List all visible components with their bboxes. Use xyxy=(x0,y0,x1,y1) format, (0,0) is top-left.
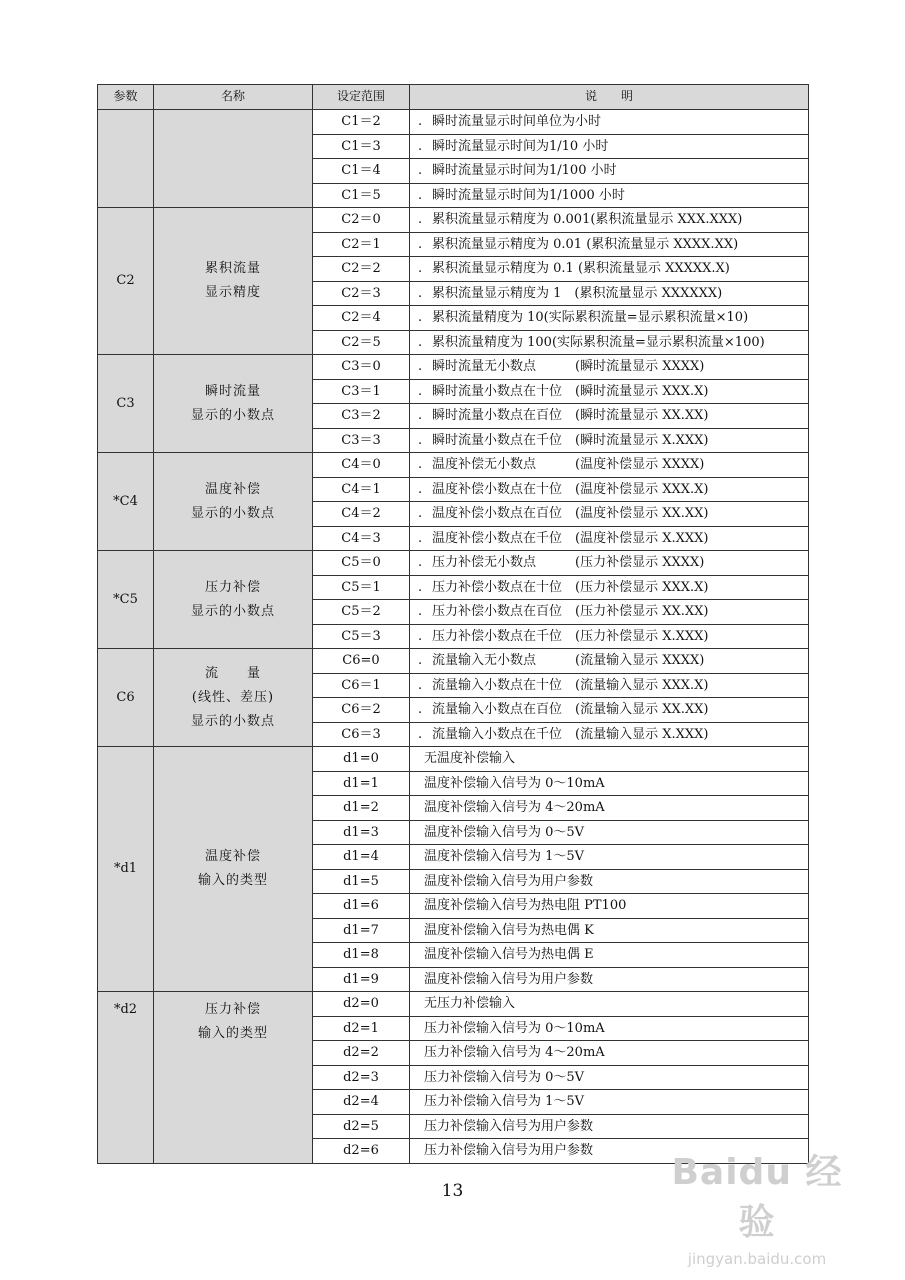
name-cell xyxy=(154,208,313,355)
description-cell xyxy=(410,575,809,600)
range-cell: d2=5 xyxy=(313,1114,410,1139)
param-cell: C2 xyxy=(98,208,154,355)
range-cell: d2=0 xyxy=(313,992,410,1017)
description-cell xyxy=(410,208,809,233)
range-cell: d1=7 xyxy=(313,918,410,943)
description-cell xyxy=(410,600,809,625)
range-cell: C2＝4 xyxy=(313,306,410,331)
range-cell: C3＝2 xyxy=(313,404,410,429)
range-cell: C2＝2 xyxy=(313,257,410,282)
name-cell xyxy=(154,355,313,453)
description-text: 流量输入小数点在千位 (流量输入显示 X.XXX) xyxy=(432,726,709,742)
range-cell: C1＝2 xyxy=(313,110,410,135)
description-cell xyxy=(410,698,809,723)
description-cell xyxy=(410,1090,809,1115)
description-text: 温度补偿输入信号为 4～20mA xyxy=(424,800,605,815)
table-row xyxy=(98,355,809,380)
description-cell xyxy=(410,477,809,502)
bullet-dot: . xyxy=(418,359,423,374)
bullet-dot: . xyxy=(418,187,423,203)
name-cell xyxy=(154,992,313,1164)
bullet-dot: . xyxy=(418,408,423,423)
description-cell xyxy=(410,820,809,845)
name-cell xyxy=(154,110,313,208)
param-cell: *C5 xyxy=(98,551,154,649)
bullet-dot: . xyxy=(418,481,423,497)
description-text: 温度补偿输入信号为 1～5V xyxy=(424,849,585,864)
bullet-dot: . xyxy=(418,702,423,717)
param-cell: *C4 xyxy=(98,453,154,551)
description-cell xyxy=(410,404,809,429)
name-line: 温度补偿 xyxy=(204,849,261,864)
range-cell: d1=6 xyxy=(313,894,410,919)
table-row xyxy=(98,992,809,1017)
range-cell: C4＝3 xyxy=(313,526,410,551)
range-cell: d1=9 xyxy=(313,967,410,992)
description-cell xyxy=(410,845,809,870)
bullet-dot: . xyxy=(418,579,423,595)
description-cell xyxy=(410,894,809,919)
name-line: 显示的小数点 xyxy=(190,407,275,423)
description-text: 瞬时流量小数点在百位 (瞬时流量显示 XX.XX) xyxy=(432,408,709,423)
range-cell: C1＝5 xyxy=(313,183,410,208)
param-cell: C3 xyxy=(98,355,154,453)
description-cell xyxy=(410,918,809,943)
range-cell: C6＝1 xyxy=(313,673,410,698)
range-cell: C5＝2 xyxy=(313,600,410,625)
name-line: 温度补偿 xyxy=(204,481,261,497)
description-cell xyxy=(410,1114,809,1139)
name-cell xyxy=(154,747,313,992)
param-cell xyxy=(98,110,154,208)
description-text: 瞬时流量小数点在千位 (瞬时流量显示 X.XXX) xyxy=(432,432,709,448)
description-text: 瞬时流量显示时间为1/10 小时 xyxy=(432,138,609,154)
range-cell: C4＝1 xyxy=(313,477,410,502)
bullet-dot: . xyxy=(418,653,423,668)
bullet-dot: . xyxy=(418,555,423,570)
description-cell xyxy=(410,796,809,821)
range-cell: d1=1 xyxy=(313,771,410,796)
description-text: 压力补偿小数点在千位 (压力补偿显示 X.XXX) xyxy=(432,628,709,644)
description-cell xyxy=(410,428,809,453)
description-cell xyxy=(410,281,809,306)
description-text: 无温度补偿输入 xyxy=(424,751,516,766)
name-line: 瞬时流量 xyxy=(204,383,261,399)
name-line: 显示的小数点 xyxy=(190,505,275,521)
name-line: 输入的类型 xyxy=(197,873,268,888)
description-text: 压力补偿无小数点 (压力补偿显示 XXXX) xyxy=(432,555,705,570)
description-cell xyxy=(410,330,809,355)
bullet-dot: . xyxy=(418,677,423,693)
description-cell xyxy=(410,722,809,747)
table-row xyxy=(98,453,809,478)
description-text: 温度补偿输入信号为用户参数 xyxy=(424,873,594,889)
description-text: 温度补偿小数点在千位 (温度补偿显示 X.XXX) xyxy=(432,530,709,546)
range-cell: C2＝0 xyxy=(313,208,410,233)
name-line: 输入的类型 xyxy=(197,1026,268,1041)
header-range: 设定范围 xyxy=(313,85,410,110)
description-text: 压力补偿输入信号为 4～20mA xyxy=(424,1045,605,1060)
range-cell: d1=3 xyxy=(313,820,410,845)
bullet-dot: . xyxy=(418,236,423,252)
description-text: 瞬时流量无小数点 (瞬时流量显示 XXXX) xyxy=(432,359,705,374)
range-cell: C4＝0 xyxy=(313,453,410,478)
bullet-dot: . xyxy=(418,285,423,301)
table-header-row xyxy=(98,85,809,110)
description-text: 压力补偿输入信号为用户参数 xyxy=(424,1143,594,1158)
table-row xyxy=(98,747,809,772)
range-cell: d2=1 xyxy=(313,1016,410,1041)
bullet-dot: . xyxy=(418,261,423,276)
range-cell: C6=0 xyxy=(313,649,410,674)
description-text: 累积流量显示精度为 0.1 (累积流量显示 XXXXX.X) xyxy=(432,261,730,276)
name-line: 压力补偿 xyxy=(204,579,261,595)
description-text: 温度补偿输入信号为 0～10mA xyxy=(424,775,605,791)
description-text: 瞬时流量显示时间单位为小时 xyxy=(432,114,602,129)
table-row xyxy=(98,551,809,576)
name-cell xyxy=(154,551,313,649)
bullet-dot: . xyxy=(418,310,423,325)
description-text: 累积流量显示精度为 0.01 (累积流量显示 XXXX.XX) xyxy=(432,236,739,252)
description-text: 温度补偿输入信号为用户参数 xyxy=(424,971,594,987)
description-cell xyxy=(410,502,809,527)
range-cell: C1＝4 xyxy=(313,159,410,184)
description-text: 温度补偿输入信号为热电阻 PT100 xyxy=(424,898,627,913)
description-text: 流量输入无小数点 (流量输入显示 XXXX) xyxy=(432,653,705,668)
bullet-dot: . xyxy=(418,604,423,619)
range-cell: d1=4 xyxy=(313,845,410,870)
description-cell xyxy=(410,110,809,135)
description-cell xyxy=(410,747,809,772)
description-cell xyxy=(410,771,809,796)
name-line: (线性、差压) xyxy=(191,689,275,705)
bullet-dot: . xyxy=(418,726,423,742)
bullet-dot: . xyxy=(418,628,423,644)
description-text: 流量输入小数点在百位 (流量输入显示 XX.XX) xyxy=(432,702,709,717)
name-line: 显示的小数点 xyxy=(190,603,275,619)
name-line: 压力补偿 xyxy=(204,1002,261,1017)
baidu-watermark xyxy=(657,1148,857,1270)
bullet-dot: . xyxy=(418,506,423,521)
bullet-dot: . xyxy=(418,138,423,154)
description-text: 压力补偿输入信号为 1～5V xyxy=(424,1094,585,1109)
description-text: 温度补偿小数点在百位 (温度补偿显示 XX.XX) xyxy=(432,506,709,521)
range-cell: C2＝3 xyxy=(313,281,410,306)
description-text: 压力补偿输入信号为 0～10mA xyxy=(424,1020,605,1036)
description-cell xyxy=(410,526,809,551)
description-text: 温度补偿输入信号为热电偶 K xyxy=(424,922,594,938)
range-cell: d1=5 xyxy=(313,869,410,894)
description-text: 温度补偿无小数点 (温度补偿显示 XXXX) xyxy=(432,457,705,472)
range-cell: C2＝5 xyxy=(313,330,410,355)
description-text: 压力补偿输入信号为 0～5V xyxy=(424,1069,585,1085)
name-line: 流 量 xyxy=(204,665,261,681)
range-cell: C1＝3 xyxy=(313,134,410,159)
table-body xyxy=(98,110,809,1164)
description-cell xyxy=(410,306,809,331)
range-cell: C4＝2 xyxy=(313,502,410,527)
range-cell: d1=2 xyxy=(313,796,410,821)
description-cell xyxy=(410,992,809,1017)
description-text: 温度补偿小数点在十位 (温度补偿显示 XXX.X) xyxy=(432,481,709,497)
watermark-url: jingyan.baidu.com xyxy=(687,1250,827,1268)
range-cell: C6＝2 xyxy=(313,698,410,723)
range-cell: C5＝1 xyxy=(313,575,410,600)
range-cell: d1=0 xyxy=(313,747,410,772)
description-text: 压力补偿小数点在百位 (压力补偿显示 XX.XX) xyxy=(432,604,709,619)
range-cell: C5＝0 xyxy=(313,551,410,576)
bullet-dot: . xyxy=(418,163,423,178)
description-cell xyxy=(410,355,809,380)
name-line: 显示的小数点 xyxy=(190,713,275,729)
description-cell xyxy=(410,869,809,894)
bullet-dot: . xyxy=(418,212,423,227)
description-cell xyxy=(410,943,809,968)
description-cell xyxy=(410,551,809,576)
range-cell: d2=4 xyxy=(313,1090,410,1115)
bullet-dot: . xyxy=(418,383,423,399)
description-cell xyxy=(410,183,809,208)
description-text: 温度补偿输入信号为热电偶 E xyxy=(424,947,594,962)
description-text: 流量输入小数点在十位 (流量输入显示 XXX.X) xyxy=(432,677,709,693)
range-cell: C5＝3 xyxy=(313,624,410,649)
table-row xyxy=(98,649,809,674)
description-text: 瞬时流量显示时间为1/1000 小时 xyxy=(432,187,625,203)
description-cell xyxy=(410,1016,809,1041)
name-line: 累积流量 xyxy=(204,261,261,276)
description-cell xyxy=(410,257,809,282)
header-description: 说 明 xyxy=(410,85,809,110)
description-text: 瞬时流量显示时间为1/100 小时 xyxy=(432,163,617,178)
page-number: 13 xyxy=(441,1181,464,1201)
bullet-dot: . xyxy=(418,530,423,546)
watermark-brand: Baidu 经验 xyxy=(671,1152,843,1243)
description-cell xyxy=(410,379,809,404)
name-line: 显示精度 xyxy=(204,285,261,300)
param-cell: C6 xyxy=(98,649,154,747)
description-cell xyxy=(410,453,809,478)
description-text: 压力补偿输入信号为用户参数 xyxy=(424,1118,594,1134)
description-cell xyxy=(410,134,809,159)
description-cell xyxy=(410,967,809,992)
bullet-dot: . xyxy=(418,334,423,350)
param-cell: *d2 xyxy=(98,992,154,1164)
description-cell xyxy=(410,624,809,649)
bullet-dot: . xyxy=(418,114,423,129)
description-cell xyxy=(410,1065,809,1090)
range-cell: C6＝3 xyxy=(313,722,410,747)
description-cell xyxy=(410,1041,809,1066)
range-cell: d2=6 xyxy=(313,1139,410,1164)
description-text: 累积流量精度为 100(实际累积流量=显示累积流量×100) xyxy=(432,334,765,350)
description-text: 无压力补偿输入 xyxy=(424,996,516,1011)
bullet-dot: . xyxy=(418,457,423,472)
parameter-table xyxy=(97,84,809,1164)
header-param: 参数 xyxy=(98,85,154,110)
description-text: 压力补偿小数点在十位 (压力补偿显示 XXX.X) xyxy=(432,579,709,595)
range-cell: d2=2 xyxy=(313,1041,410,1066)
range-cell: C2＝1 xyxy=(313,232,410,257)
description-cell xyxy=(410,232,809,257)
description-text: 温度补偿输入信号为 0～5V xyxy=(424,824,585,840)
range-cell: d2=3 xyxy=(313,1065,410,1090)
bullet-dot: . xyxy=(418,432,423,448)
description-cell xyxy=(410,649,809,674)
range-cell: C3＝0 xyxy=(313,355,410,380)
name-cell xyxy=(154,649,313,747)
table-row xyxy=(98,208,809,233)
range-cell: C3＝1 xyxy=(313,379,410,404)
param-cell: *d1 xyxy=(98,747,154,992)
range-cell: d1=8 xyxy=(313,943,410,968)
description-text: 累积流量精度为 10(实际累积流量=显示累积流量×10) xyxy=(432,310,749,325)
description-cell xyxy=(410,159,809,184)
header-name: 名称 xyxy=(154,85,313,110)
description-text: 瞬时流量小数点在十位 (瞬时流量显示 XXX.X) xyxy=(432,383,709,399)
table-row xyxy=(98,110,809,135)
description-text: 累积流量显示精度为 1 (累积流量显示 XXXXXX) xyxy=(432,285,723,301)
description-cell xyxy=(410,673,809,698)
name-cell xyxy=(154,453,313,551)
description-text: 累积流量显示精度为 0.001(累积流量显示 XXX.XXX) xyxy=(432,212,743,227)
range-cell: C3＝3 xyxy=(313,428,410,453)
